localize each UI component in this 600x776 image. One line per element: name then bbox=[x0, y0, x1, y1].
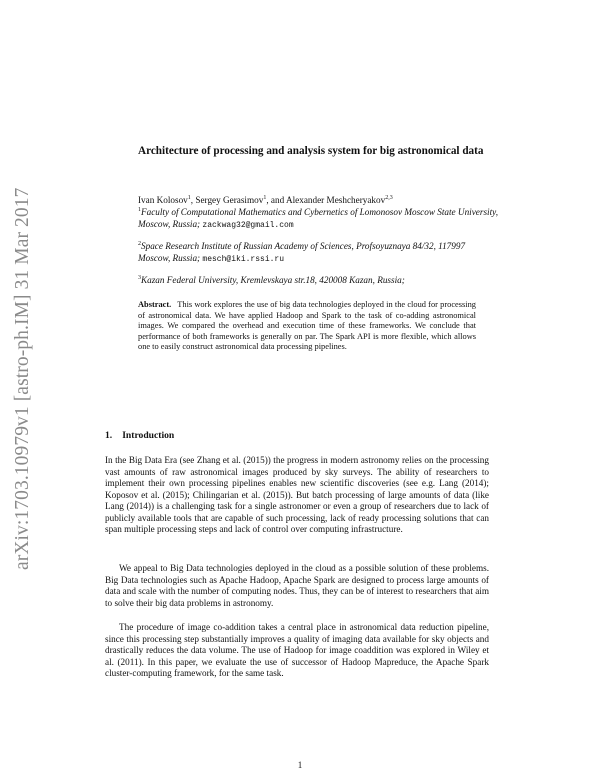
section-title: Introduction bbox=[122, 430, 175, 441]
affiliation-3 bbox=[138, 274, 498, 286]
body-paragraph-2: We appeal to Big Data technologies deployed in the cloud as a possible solution of these problems. Big Data technologies such as Apache Hadoop, Apache Spark are designed to process large amounts of data and scale with the number of computing nodes. Thus, they can be of interest to researchers that aim to solve their big data problems in astronomy. bbox=[105, 563, 489, 608]
author-name: , and Alexander Meshcheryakov bbox=[266, 195, 386, 205]
section-heading bbox=[105, 430, 174, 441]
paper-title: Architecture of processing and analysis system for big astronomical data bbox=[138, 145, 484, 157]
author-affil-mark: 1 bbox=[263, 195, 267, 201]
email-link[interactable]: mesch@iki.rssi.ru bbox=[202, 255, 285, 264]
affiliation-text: Faculty of Computational Mathematics and Cybernetics of Lomonosov Moscow State University, Moscow, Russia; bbox=[138, 207, 498, 229]
affiliation-number: 1 bbox=[138, 207, 141, 213]
author-affil-mark: 1 bbox=[187, 195, 191, 201]
arxiv-identifier: arXiv:1703.10979v1 [astro-ph.IM] 31 Mar 2017 bbox=[12, 187, 33, 570]
section-number: 1. bbox=[105, 430, 113, 441]
abstract bbox=[138, 300, 476, 353]
author-name: , Sergey Gerasimov bbox=[190, 195, 264, 205]
affiliation-number: 2 bbox=[138, 241, 141, 247]
page-number: 1 bbox=[297, 760, 303, 770]
abstract-label: Abstract. bbox=[138, 300, 172, 309]
affiliation-number: 3 bbox=[138, 275, 141, 281]
affiliation-2 bbox=[138, 240, 498, 266]
abstract-text: This work explores the use of big data technologies deployed in the cloud for processing of astronomical data. We have applied Hadoop and Spark to the task of co-adding astronomical images. We compared the overhead and execution time of these frameworks. We conclude that performance of both frameworks is generally on par. The Spark API is more flexible, which allows one to easily construct astronomical data processing pipelines. bbox=[138, 300, 476, 351]
author-affil-mark: 2,3 bbox=[385, 195, 393, 201]
affiliation-text: Kazan Federal University, Kremlevskaya str.18, 420008 Kazan, Russia; bbox=[141, 275, 405, 285]
email-link[interactable]: zackwag32@gmail.com bbox=[202, 221, 294, 230]
affiliation-text: Space Research Institute of Russian Academy of Sciences, Profsoyuznaya 84/32, 117997 Moscow, Russia; bbox=[138, 241, 466, 263]
body-paragraph-3: The procedure of image co-addition takes a central place in astronomical data reduction pipeline, since this processing step substantially improves a quality of imaging data available for sky objects and drastically reduces the data volume. The use of Hadoop for image coaddition was explored in Wiley et al. (2011). In this paper, we evaluate the use of successor of Hadoop Mapreduce, the Apache Spark cluster-computing framework, for the same task. bbox=[105, 622, 489, 679]
affiliation-1 bbox=[138, 206, 498, 232]
body-paragraph-1: In the Big Data Era (see Zhang et al. (2015)) the progress in modern astronomy relies on the processing vast amounts of raw astronomical images produced by sky surveys. The ability of researchers to implement their own processing pipelines enables new scientific discoveries (see e.g. Lang (2014); Koposov et al. (2015); Chilingarian et al. (2015)). But batch processing of large amounts of data (like Lang (2014)) is a challenging task for a single astronomer or even a group of researchers due to lack of publicly available tools that are capable of such processing, lack of ready processing solutions that can span multiple processing steps and lack of control over computing infrastructure. bbox=[105, 455, 489, 535]
author-name: Ivan Kolosov bbox=[138, 195, 188, 205]
author-list bbox=[138, 194, 393, 206]
